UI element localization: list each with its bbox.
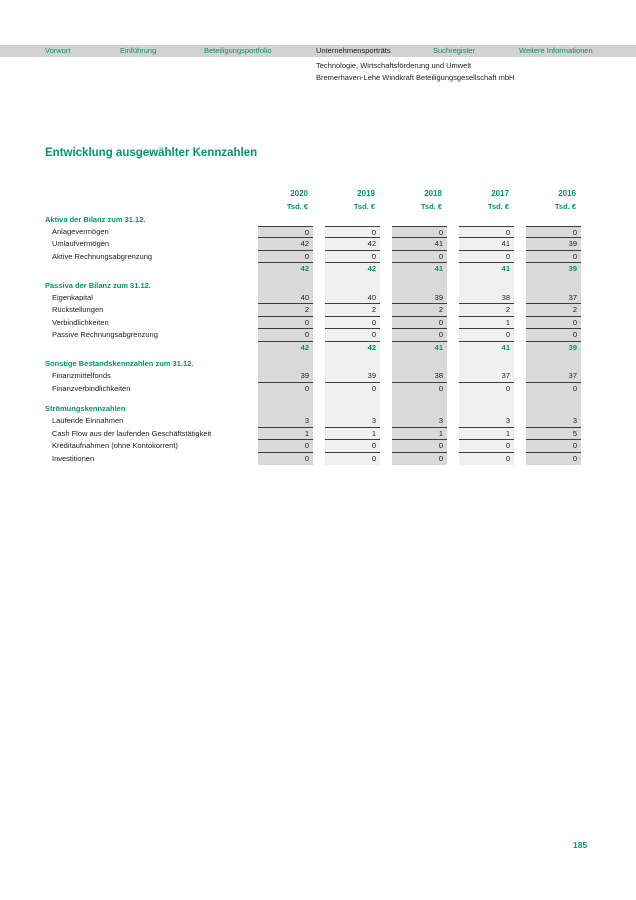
value-cell: 0 [258,226,313,238]
value-cell: 1 [258,428,313,440]
value-cell: 0 [526,226,581,238]
unit-header-cell: Tsd. € [353,201,375,211]
value-cell: 0 [325,440,380,452]
table-sum-row [45,342,581,354]
row-label [45,188,246,201]
nav-item-einf-hrung[interactable]: Einführung [120,46,157,55]
table-row [45,440,581,452]
table-row [45,453,581,465]
value-cell: 39 [526,238,581,250]
value-cell: 41 [459,238,514,250]
value-cell [325,395,380,403]
value-cell [258,280,313,292]
value-cell: 0 [325,453,380,465]
value-cell: 2 [526,304,581,316]
value-cell [459,214,514,226]
row-label: Aktive Rechnungsabgrenzung [52,251,153,261]
unit-header-cell: Tsd. € [286,201,308,211]
value-cell: 0 [392,251,447,263]
value-cell [258,403,313,415]
value-cell: 0 [526,440,581,452]
value-cell: 3 [392,415,447,427]
row-label: Aktiva der Bilanz zum 31.12. [45,214,146,224]
row-label [45,395,246,403]
unit-header-cell: Tsd. € [420,201,442,211]
value-cell: 3 [325,415,380,427]
nav-item-unternehmensportr-ts[interactable]: Unternehmensporträts [316,46,391,55]
value-cell: 0 [526,383,581,395]
breadcrumb-line-2: Bremerhaven-Lehe Windkraft Beteiligungsgesellschaft mbH [316,72,515,82]
key-figures-table [45,188,581,465]
table-row [45,304,581,316]
value-cell: 41 [392,238,447,250]
value-cell: 3 [459,415,514,427]
row-label: Laufende Einnahmen [52,416,124,426]
table-row [45,238,581,250]
value-cell: 0 [459,383,514,395]
value-cell: 42 [325,342,380,354]
page-title: Entwicklung ausgewählter Kennzahlen [45,147,258,159]
value-cell: 42 [325,238,380,250]
value-cell: 39 [526,342,581,354]
table-row [45,317,581,329]
table-row [45,226,581,238]
value-cell: 0 [526,317,581,329]
table-row [45,292,581,304]
value-cell [459,280,514,292]
table-section-row [45,214,581,226]
value-cell: 1 [459,428,514,440]
value-cell [392,280,447,292]
breadcrumb-line-1: Technologie, Wirtschaftsförderung und Umwelt [316,61,472,70]
nav-item-beteiligungsportfolio[interactable]: Beteiligungsportfolio [204,46,272,55]
value-cell: 5 [526,428,581,440]
value-cell: 2 [392,304,447,316]
value-cell [325,358,380,370]
value-cell [392,395,447,403]
table-row [45,370,581,382]
value-cell [258,395,313,403]
row-label: Umlaufvermögen [52,239,110,249]
value-cell: 0 [325,226,380,238]
value-cell [325,214,380,226]
value-cell: 42 [258,238,313,250]
value-cell: 0 [392,317,447,329]
value-cell [526,214,581,226]
value-cell: 0 [392,329,447,341]
value-cell: 42 [325,263,380,275]
value-cell [325,280,380,292]
row-label: Investitionen [52,453,95,463]
table-section-row [45,403,581,415]
value-cell: 1 [325,428,380,440]
row-label: Finanzmittelfonds [52,371,111,381]
value-cell: 1 [392,428,447,440]
table-row [45,428,581,440]
value-cell: 0 [325,251,380,263]
value-cell: 39 [325,370,380,382]
row-label: Verbindlichkeiten [52,317,109,327]
value-cell: 0 [325,383,380,395]
breadcrumb [316,60,514,83]
table-year-header-row [45,188,581,201]
value-cell [526,358,581,370]
row-label [45,201,246,214]
value-cell: 0 [392,226,447,238]
table-row [45,383,581,395]
value-cell: 0 [392,440,447,452]
value-cell: 39 [392,292,447,304]
value-cell: 0 [258,251,313,263]
value-cell: 42 [258,342,313,354]
value-cell: 41 [392,342,447,354]
value-cell: 2 [325,304,380,316]
value-cell: 0 [526,329,581,341]
value-cell: 0 [258,453,313,465]
value-cell [459,403,514,415]
value-cell [392,403,447,415]
value-cell [459,358,514,370]
nav-bar [0,45,636,57]
table-row [45,251,581,263]
nav-item-weitere-informationen[interactable]: Weitere Informationen [519,46,593,55]
value-cell: 42 [258,263,313,275]
value-cell: 2 [258,304,313,316]
row-label: Finanzverbindlichkeiten [52,383,131,393]
nav-item-vorwort[interactable]: Vorwort [45,46,71,55]
value-cell [459,395,514,403]
value-cell [258,214,313,226]
row-label [45,263,246,275]
table-unit-header-row [45,201,581,214]
table-row [45,329,581,341]
value-cell [325,403,380,415]
value-cell: 38 [459,292,514,304]
value-cell: 0 [392,383,447,395]
value-cell: 38 [392,370,447,382]
value-cell: 0 [459,251,514,263]
value-cell: 0 [459,440,514,452]
row-label: Passive Rechnungsabgrenzung [52,330,158,340]
row-label: Passiva der Bilanz zum 31.12. [45,280,151,290]
value-cell: 3 [258,415,313,427]
row-label: Kreditaufnahmen (ohne Kontokorrent) [52,441,178,451]
value-cell: 0 [258,383,313,395]
year-header-cell: 2018 [424,189,442,198]
value-cell [258,358,313,370]
value-cell: 2 [459,304,514,316]
table-sum-row [45,263,581,275]
value-cell: 0 [526,453,581,465]
value-cell: 0 [526,251,581,263]
unit-header-cell: Tsd. € [487,201,509,211]
value-cell: 0 [258,317,313,329]
year-header-cell: 2019 [357,189,375,198]
row-label: Strömungskennzahlen [45,404,126,414]
value-cell: 37 [459,370,514,382]
row-label: Eigenkapital [52,292,93,302]
value-cell: 40 [325,292,380,304]
value-cell: 3 [526,415,581,427]
value-cell: 1 [459,317,514,329]
value-cell: 0 [459,453,514,465]
value-cell: 0 [325,317,380,329]
value-cell: 0 [459,226,514,238]
nav-item-suchregister[interactable]: Suchregister [433,46,476,55]
value-cell: 0 [325,329,380,341]
value-cell: 39 [526,263,581,275]
value-cell: 41 [459,263,514,275]
value-cell: 41 [392,263,447,275]
row-label: Rückstellungen [52,305,104,315]
value-cell: 37 [526,292,581,304]
year-header-cell: 2017 [491,189,509,198]
table-section-row [45,280,581,292]
value-cell: 0 [459,329,514,341]
value-cell: 0 [258,440,313,452]
page-number: 185 [573,840,588,850]
year-header-cell: 2020 [290,189,308,198]
value-cell [526,403,581,415]
row-label: Cash Flow aus der laufenden Geschäftstätigkeit [52,428,212,438]
value-cell: 40 [258,292,313,304]
value-cell [392,358,447,370]
table-spacer-row [45,395,581,403]
value-cell: 39 [258,370,313,382]
value-cell: 0 [392,453,447,465]
value-cell: 37 [526,370,581,382]
value-cell [526,280,581,292]
year-header-cell: 2016 [558,189,576,198]
value-cell: 0 [258,329,313,341]
unit-header-cell: Tsd. € [554,201,576,211]
table-section-row [45,358,581,370]
value-cell [392,214,447,226]
row-label: Anlagevermögen [52,226,109,236]
row-label [45,342,246,354]
table-row [45,415,581,427]
row-label: Sonstige Bestandskennzahlen zum 31.12. [45,358,194,368]
value-cell: 41 [459,342,514,354]
value-cell [526,395,581,403]
